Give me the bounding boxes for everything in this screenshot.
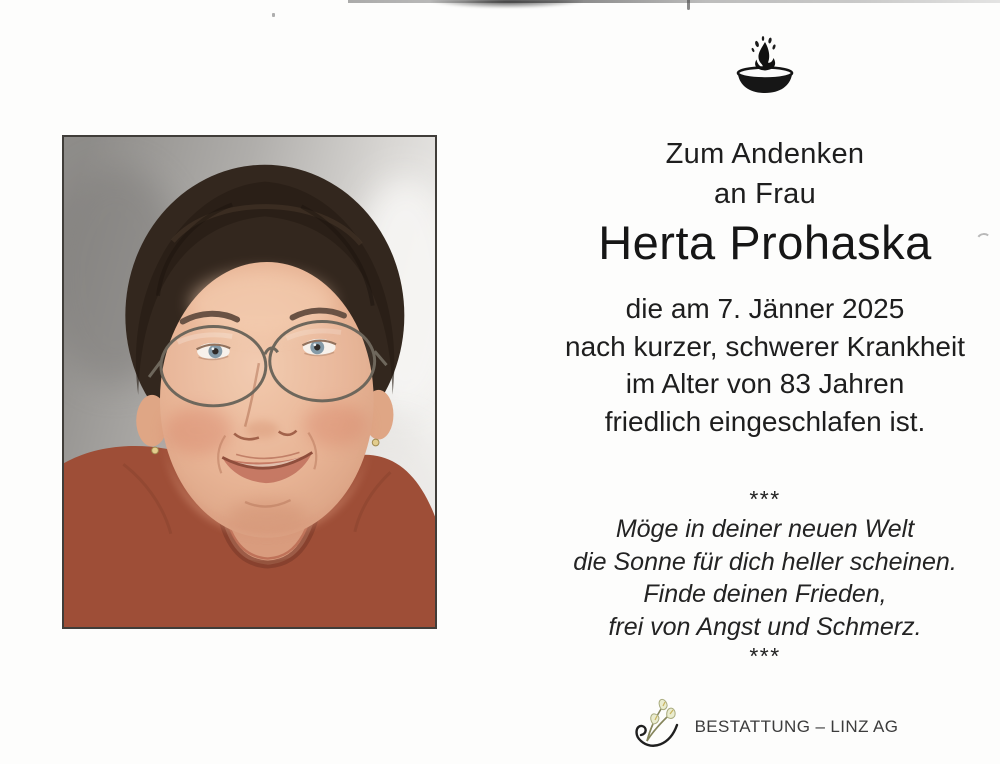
separator-asterisks-top: *** xyxy=(749,486,781,512)
separator-asterisks-bottom: *** xyxy=(749,643,781,669)
obituary-line: nach kurzer, schwerer Krankheit xyxy=(565,330,965,362)
obituary-line: die am 7. Jänner 2025 xyxy=(625,293,905,324)
obituary-text xyxy=(465,290,1000,440)
funeral-home-footer xyxy=(465,694,1000,760)
poem-line: frei von Angst und Schmerz. xyxy=(608,612,922,641)
oil-lamp-icon xyxy=(465,36,1000,103)
poem-line: die Sonne für dich heller scheinen. xyxy=(573,547,957,576)
intro-line-1: Zum Andenken xyxy=(665,138,865,170)
portrait-photo xyxy=(62,135,437,629)
text-column xyxy=(465,0,1000,764)
obituary-line: im Alter von 83 Jahren xyxy=(625,368,905,399)
funeral-home-name: BESTATTUNG – LINZ AG xyxy=(694,717,899,736)
scan-speck xyxy=(272,13,275,17)
deceased-name: Herta Prohaska xyxy=(598,216,932,269)
poem-line: Möge in deiner neuen Welt xyxy=(615,515,915,543)
memorial-poem xyxy=(465,513,1000,643)
oil-lamp-with-flame-icon xyxy=(723,36,807,98)
poem-line: Finde deinen Frieden, xyxy=(643,580,887,608)
portrait-illustration xyxy=(64,137,435,627)
intro-line-2: an Frau xyxy=(713,178,817,210)
calla-lily-logo-icon xyxy=(632,697,682,757)
obituary-line: friedlich eingeschlafen ist. xyxy=(604,405,926,437)
